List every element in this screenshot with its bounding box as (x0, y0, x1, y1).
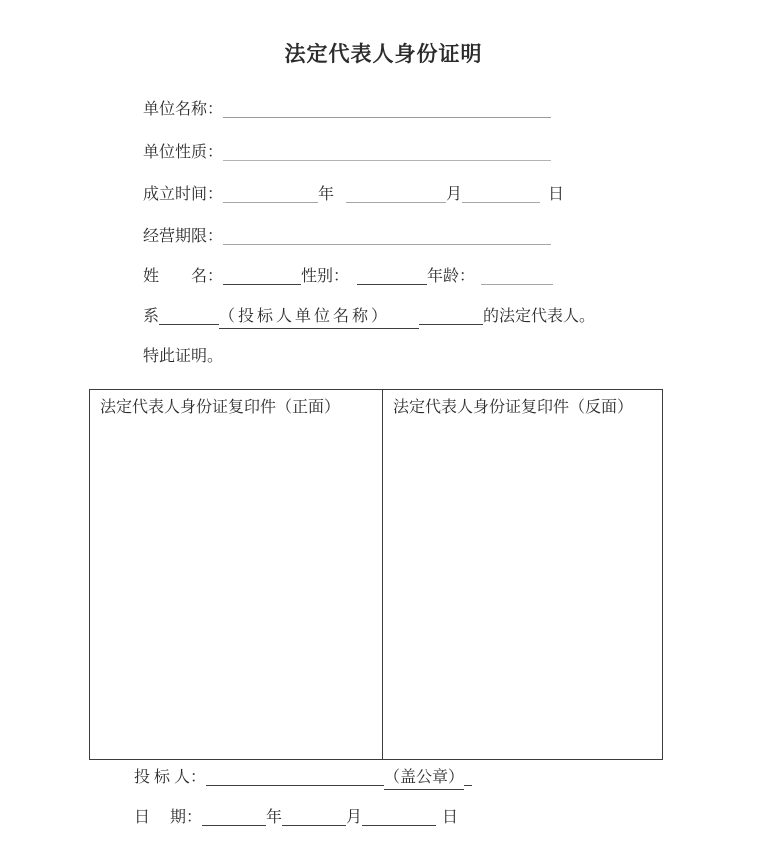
unit-name-blank[interactable] (223, 103, 551, 118)
establish-year-suffix: 年 (318, 186, 335, 203)
field-row-establish-date (143, 184, 564, 206)
date-label: 日 期： (134, 809, 203, 826)
field-row-business-term (143, 226, 551, 248)
bidder-unit-note: （投标人单位名称） (219, 306, 419, 329)
name-blank[interactable] (223, 270, 301, 285)
date-day-blank[interactable] (362, 811, 436, 826)
field-row-unit-name (143, 99, 551, 121)
id-copy-back-label: 法定代表人身份证复印件（反面） (393, 399, 634, 416)
hereby-statement (143, 346, 223, 368)
establish-month-suffix: 月 (446, 186, 463, 203)
seal-note: （盖公章） (384, 767, 464, 790)
establish-day-suffix: 日 (548, 186, 565, 203)
establish-month-blank[interactable] (346, 188, 446, 203)
date-year-suffix: 年 (266, 809, 283, 826)
document-title: 法定代表人身份证明 (284, 42, 483, 66)
legal-rep-suffix: 的法定代表人。 (483, 308, 596, 325)
seal-trailing-blank (464, 771, 472, 786)
business-term-blank[interactable] (223, 230, 551, 245)
unit-name-fill-blank[interactable] (419, 310, 483, 325)
bidder-label: 投 标 人： (134, 769, 207, 786)
unit-nature-label: 单位性质： (143, 144, 224, 161)
date-day-suffix: 日 (442, 809, 459, 826)
unit-name-label: 单位名称： (143, 101, 224, 118)
date-month-suffix: 月 (346, 809, 363, 826)
unit-nature-blank[interactable] (223, 146, 551, 161)
date-year-blank[interactable] (202, 811, 266, 826)
id-copy-back-cell[interactable] (383, 390, 662, 759)
gender-label: 性别： (301, 268, 350, 285)
establish-year-blank[interactable] (223, 188, 318, 203)
field-row-unit-nature (143, 142, 551, 164)
bidder-name-blank[interactable] (206, 771, 384, 786)
establish-day-blank[interactable] (462, 188, 540, 203)
rep-name-blank[interactable] (159, 310, 219, 325)
footer-row-bidder (134, 767, 472, 789)
establish-date-label: 成立时间： (143, 186, 224, 203)
name-label: 姓 名： (143, 268, 224, 285)
age-label: 年龄： (427, 268, 476, 285)
id-copy-front-cell[interactable] (90, 390, 383, 759)
id-copy-box (89, 389, 663, 760)
field-row-person (143, 266, 553, 288)
gender-blank[interactable] (357, 270, 427, 285)
business-term-label: 经营期限： (143, 228, 224, 245)
age-blank[interactable] (481, 270, 553, 285)
date-month-blank[interactable] (282, 811, 346, 826)
hereby-text: 特此证明。 (143, 348, 224, 365)
id-copy-front-label: 法定代表人身份证复印件（正面） (100, 399, 341, 416)
field-row-legal-rep-statement (143, 306, 595, 328)
footer-row-date (134, 807, 458, 829)
is-prefix: 系 (143, 308, 160, 325)
